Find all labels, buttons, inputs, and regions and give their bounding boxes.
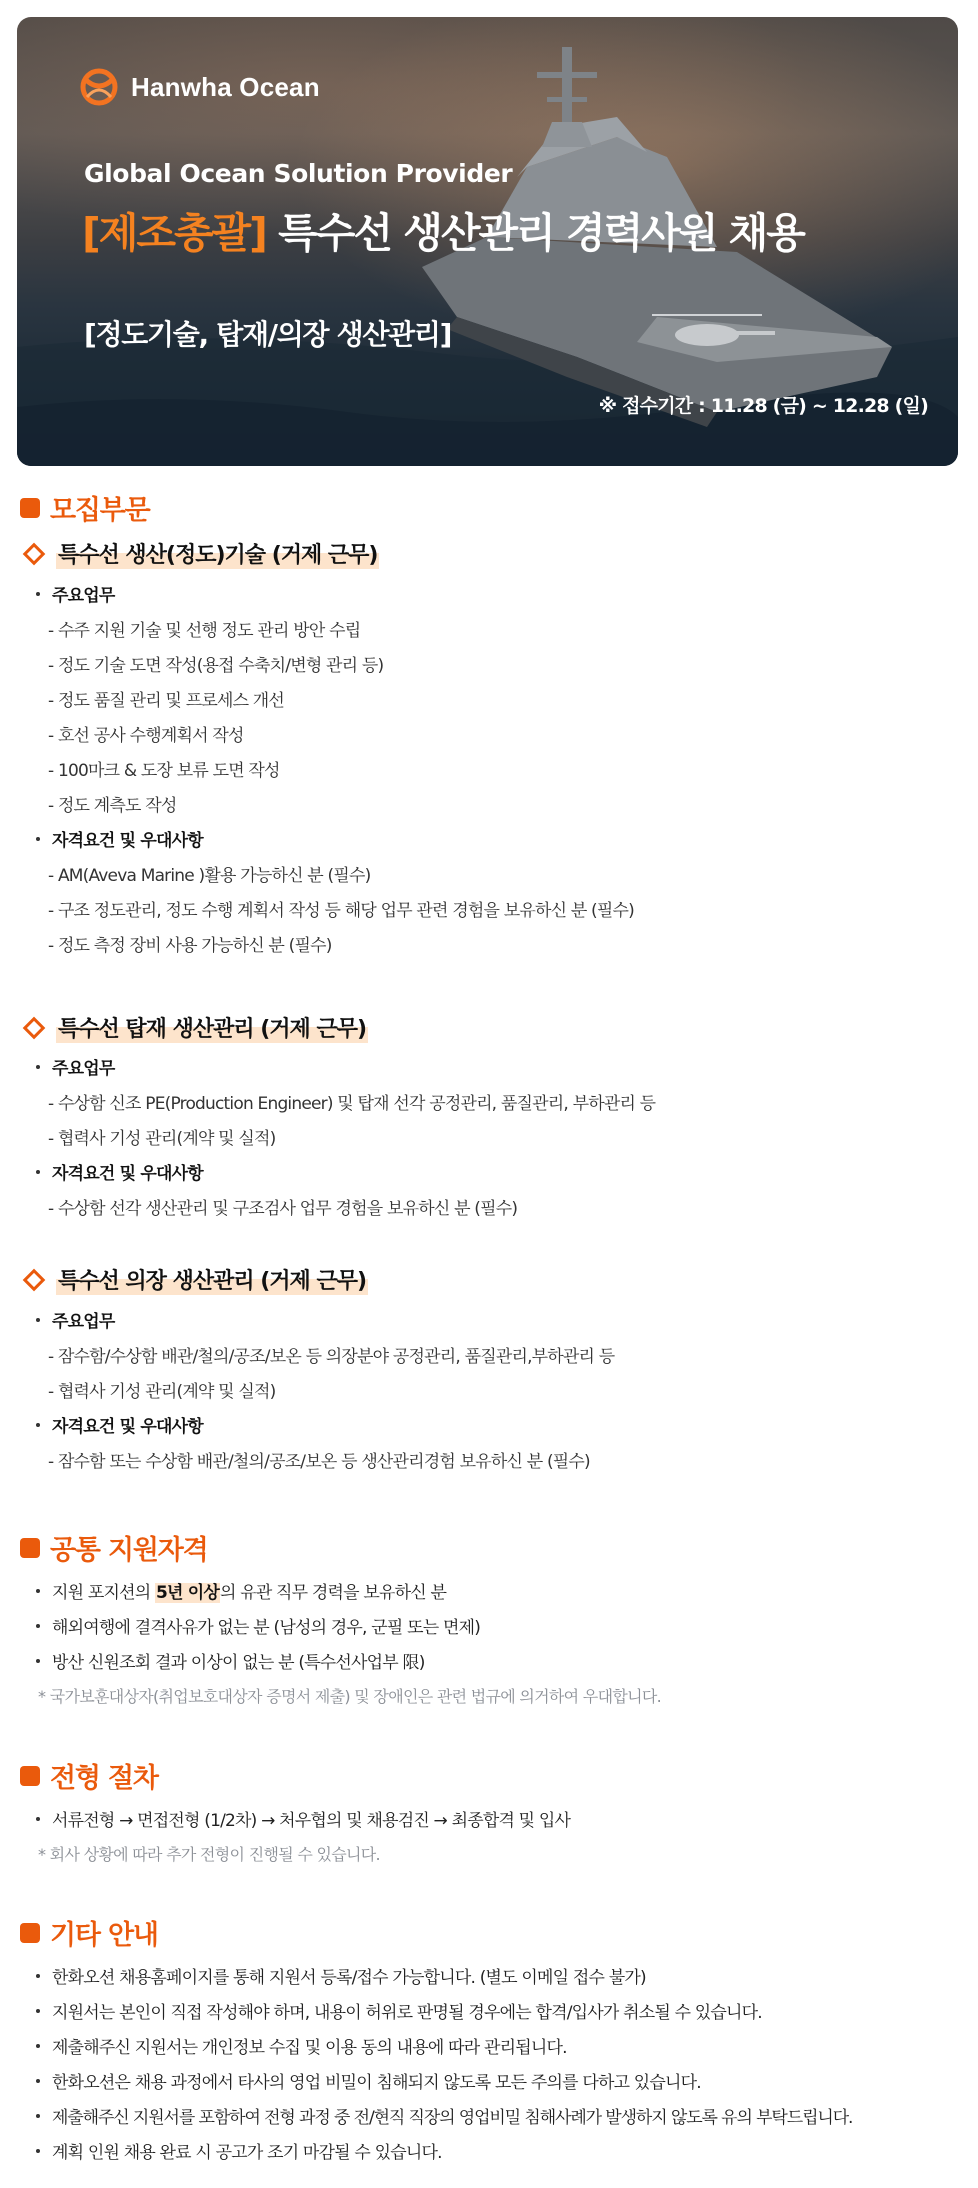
- list-item: - 정도 품질 관리 및 프로세스 개선: [48, 691, 285, 711]
- hero-banner: [17, 17, 958, 466]
- label-text: 주요업무: [52, 1312, 115, 1332]
- diamond-icon: [23, 542, 46, 565]
- section-title: 전형 절차: [50, 1763, 158, 1794]
- section-process-heading: [20, 1756, 158, 1795]
- diamond-icon: [23, 1268, 46, 1291]
- section-square-icon: [20, 1538, 40, 1558]
- requirements-label: [36, 1159, 203, 1184]
- list-item: - 구조 정도관리, 정도 수행 계획서 작성 등 해당 업무 관련 경험을 보유하신 분 (필수): [48, 901, 634, 921]
- list-item-text: 지원서는 본인이 직접 작성해야 하며, 내용이 허위로 판명될 경우에는 합격/입사가 취소될 수 있습니다.: [52, 2003, 762, 2023]
- bullet-icon: [36, 1065, 40, 1069]
- label-text: 주요업무: [52, 1059, 115, 1079]
- bullet-icon: [36, 1170, 40, 1174]
- list-item: [36, 2103, 852, 2128]
- list-item: - 정도 기술 도면 작성(용접 수축치/변형 관리 등): [48, 656, 384, 676]
- section-square-icon: [20, 498, 40, 518]
- list-item-text: 제출해주신 지원서를 포함하여 전형 과정 중 전/현직 직장의 영업비밀 침해사례가 발생하지 않도록 유의 부탁드립니다.: [52, 2108, 853, 2128]
- position-1-title: [20, 538, 379, 569]
- bullet-icon: [36, 2149, 40, 2153]
- bullet-icon: [36, 592, 40, 596]
- label-text: 자격요건 및 우대사항: [52, 831, 203, 851]
- list-item-text: 계획 인원 채용 완료 시 공고가 조기 마감될 수 있습니다.: [52, 2143, 442, 2163]
- duties-label: [36, 1054, 115, 1079]
- bullet-icon: [36, 1318, 40, 1322]
- position-3-title: [20, 1264, 368, 1295]
- bullet-icon: [36, 2044, 40, 2048]
- page-title: [82, 200, 804, 259]
- list-item: [36, 1648, 425, 1673]
- section-title: 기타 안내: [50, 1920, 158, 1951]
- title-category: [제조총괄]: [82, 209, 266, 257]
- list-item: - 잠수함/수상함 배관/철의/공조/보온 등 의장분야 공정관리, 품질관리,부하관리 등: [48, 1347, 615, 1367]
- bullet-icon: [36, 1423, 40, 1427]
- section-title: 모집부문: [50, 495, 150, 526]
- bullet-icon: [36, 1659, 40, 1663]
- list-item: - 수상함 신조 PE(Production Engineer) 및 탑재 선각 공정관리, 품질관리, 부하관리 등: [48, 1094, 656, 1114]
- list-item: - 협력사 기성 관리(계약 및 실적): [48, 1382, 276, 1402]
- bullet-icon: [36, 1817, 40, 1821]
- list-item: - 호선 공사 수행계획서 작성: [48, 726, 244, 746]
- bullet-icon: [36, 1589, 40, 1593]
- list-item: - 수상함 선각 생산관리 및 구조검사 업무 경험을 보유하신 분 (필수): [48, 1199, 518, 1219]
- section-recruit-heading: [20, 488, 150, 527]
- duties-label: [36, 581, 115, 606]
- label-text: 자격요건 및 우대사항: [52, 1164, 203, 1184]
- list-item-text: 한화오션 채용홈페이지를 통해 지원서 등록/접수 가능합니다. (별도 이메일 접수 불가): [52, 1968, 646, 1988]
- requirements-label: [36, 1412, 203, 1437]
- list-item: - 수주 지원 기술 및 선행 정도 관리 방안 수립: [48, 621, 361, 641]
- application-period: ※ 접수기간 : 11.28 (금) ~ 12.28 (일): [598, 395, 928, 417]
- list-item: - 협력사 기성 관리(계약 및 실적): [48, 1129, 276, 1149]
- bullet-icon: [36, 2009, 40, 2013]
- list-item: - 정도 측정 장비 사용 가능하신 분 (필수): [48, 936, 332, 956]
- position-2-title: [20, 1012, 368, 1043]
- position-title-text: 특수선 의장 생산관리 (거제 근무): [56, 1264, 368, 1295]
- hanwha-logo-icon: [77, 65, 121, 109]
- list-item: - 정도 계측도 작성: [48, 796, 177, 816]
- section-title: 공통 지원자격: [50, 1535, 208, 1566]
- requirements-label: [36, 826, 203, 851]
- process-flow: [36, 1806, 570, 1831]
- diamond-icon: [23, 1016, 46, 1039]
- label-text: 주요업무: [52, 586, 115, 606]
- hanwha-ocean-logo: [77, 65, 320, 109]
- list-item: [36, 2138, 442, 2163]
- section-common-heading: [20, 1528, 208, 1567]
- text-segment: 지원 포지션의: [52, 1583, 155, 1603]
- list-item: [36, 1613, 480, 1638]
- bullet-icon: [36, 837, 40, 841]
- section-square-icon: [20, 1923, 40, 1943]
- position-title-text: 특수선 탑재 생산관리 (거제 근무): [56, 1012, 368, 1043]
- bullet-icon: [36, 1974, 40, 1978]
- list-item: - AM(Aveva Marine )활용 가능하신 분 (필수): [48, 866, 371, 886]
- note-text: * 회사 상황에 따라 추가 전형이 진행될 수 있습니다.: [38, 1845, 380, 1864]
- list-item-text: 한화오션은 채용 과정에서 타사의 영업 비밀이 침해되지 않도록 모든 주의를 다하고 있습니다.: [52, 2073, 701, 2093]
- note-text: * 국가보훈대상자(취업보호대상자 증명서 제출) 및 장애인은 관련 법규에 의거하여 우대합니다.: [38, 1687, 661, 1706]
- list-item: [36, 1963, 646, 1988]
- list-item: [36, 1998, 762, 2023]
- list-item: - 100마크 & 도장 보류 도면 작성: [48, 761, 280, 781]
- title-main: 특수선 생산관리 경력사원 채용: [265, 209, 804, 257]
- section-etc-heading: [20, 1913, 158, 1952]
- bullet-icon: [36, 2114, 40, 2118]
- list-item: [36, 2068, 701, 2093]
- list-item: [36, 2033, 567, 2058]
- list-item-text: [52, 1578, 446, 1603]
- logo-wordmark: Hanwha Ocean: [131, 71, 320, 102]
- section-square-icon: [20, 1766, 40, 1786]
- list-item: [36, 1578, 446, 1603]
- text-segment: 의 유관 직무 경력을 보유하신 분: [219, 1583, 447, 1603]
- list-item-text: 해외여행에 결격사유가 없는 분 (남성의 경우, 군필 또는 면제): [52, 1618, 481, 1638]
- position-title-text: 특수선 생산(정도)기술 (거제 근무): [56, 538, 379, 569]
- list-item-text: 제출해주신 지원서는 개인정보 수집 및 이용 동의 내용에 따라 관리됩니다.: [52, 2038, 567, 2058]
- list-item-text: 서류전형 → 면접전형 (1/2차) → 처우협의 및 채용검진 → 최종합격 및 입사: [52, 1811, 571, 1831]
- bullet-icon: [36, 1624, 40, 1628]
- label-text: 자격요건 및 우대사항: [52, 1417, 203, 1437]
- highlight-text: 5년 이상: [155, 1583, 219, 1603]
- tagline: Global Ocean Solution Provider: [84, 159, 513, 188]
- duties-label: [36, 1307, 115, 1332]
- subtitle: [정도기술, 탑재/의장 생산관리]: [84, 318, 452, 351]
- list-item-text: 방산 신원조회 결과 이상이 없는 분 (특수선사업부 限): [52, 1653, 425, 1673]
- list-item: - 잠수함 또는 수상함 배관/철의/공조/보온 등 생산관리경험 보유하신 분 (필수): [48, 1452, 590, 1472]
- bullet-icon: [36, 2079, 40, 2083]
